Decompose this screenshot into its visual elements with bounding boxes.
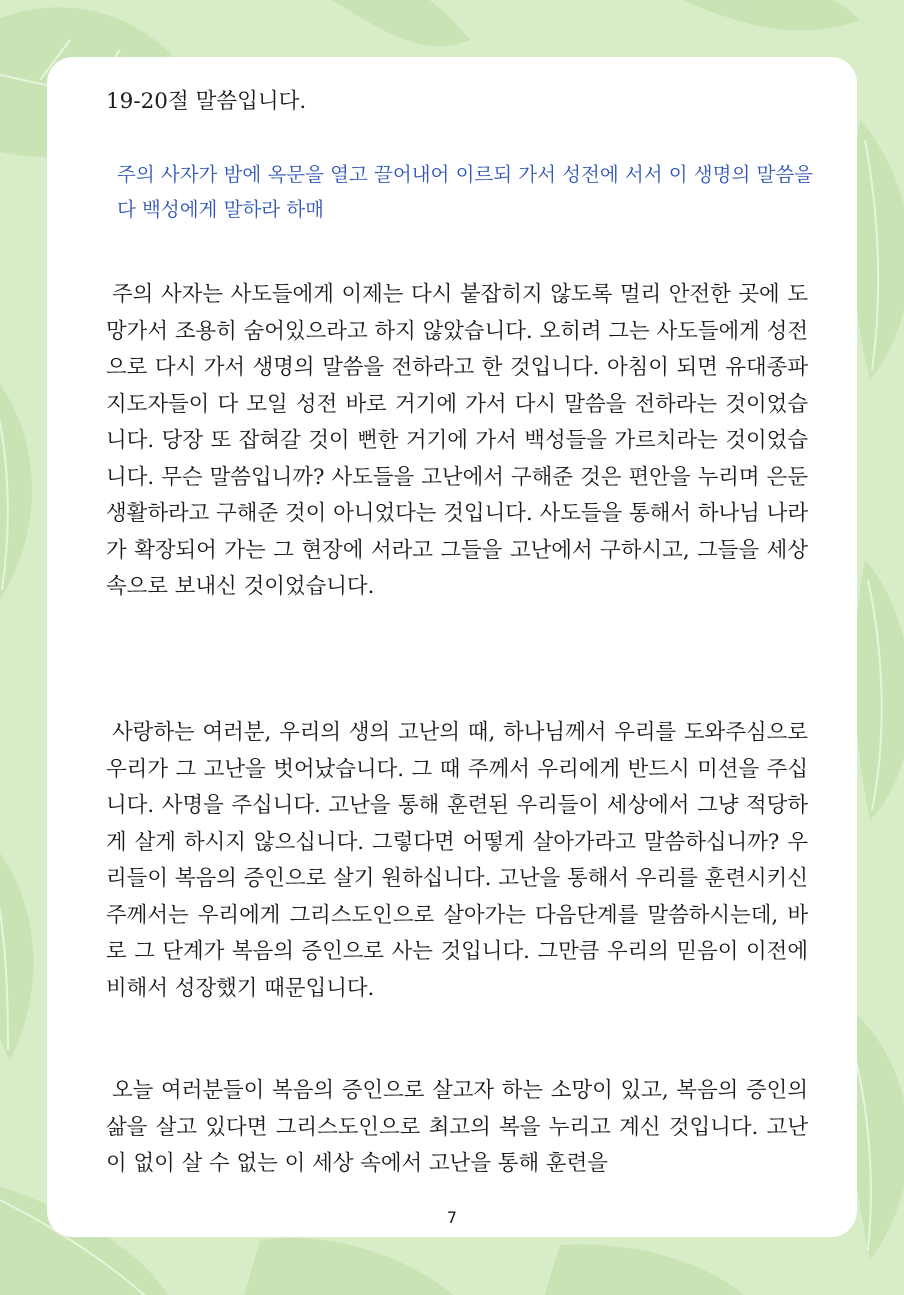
leaf-shape (620, 0, 860, 30)
page-card (47, 57, 857, 1237)
leaf-shape (0, 820, 33, 1060)
leaf-shape (300, 0, 470, 46)
body-paragraph: 오늘 여러분들이 복음의 증인으로 살고자 하는 소망이 있고, 복음의 증인의 삶을 살고 있다면 그리스도인으로 최고의 복을 누리고 계신 것입니다. 고난이 없이 살 수 없는 이 세상 속에서 고난을 통해 훈련을 (106, 1078, 808, 1176)
body-paragraph: 주의 사자는 사도들에게 이제는 다시 붙잡히지 않도록 멀리 안전한 곳에 도망가서 조용히 숨어있으라고 하지 않았습니다. 오히려 그는 사도들에게 성전으로 다시 가서 생명의 말씀을 전하라고 한 것입니다. 아침이 되면 유대종파지도자들이 다 모일 성전 바로 거기에 가서 다시 말씀을 전하라는 것이었습니다. 당장 또 잡혀갈 것이 뻔한 거기에 가서 백성들을 가르치라는 것이었습니다. 무슨 말씀입니까? 사도들을 고난에서 구해준 것은 편안을 누리며 은둔 생활하라고 구해준 것이 아니었다는 것입니다. 사도들을 통해서 하나님 나라가 확장되어 가는 그 현장에 서라고 그들을 고난에서 구하시고, 그들을 세상 속으로 보내신 것이었습니다. (106, 282, 808, 599)
body-paragraph: 사랑하는 여러분, 우리의 생의 고난의 때, 하나님께서 우리를 도와주심으로 우리가 그 고난을 벗어났습니다. 그 때 주께서 우리에게 반드시 미션을 주십니다. 사명을 주십니다. 고난을 통해 훈련된 우리들이 세상에서 그냥 적당하게 살게 하시지 않으십니다. 그렇다면 어떻게 살아가라고 말씀하십니까? 우리들이 복음의 증인으로 살기 원하십니다. 고난을 통해서 우리를 훈련시키신 주께서는 우리에게 그리스도인으로 살아가는 다음단계를 말씀하시는데, 바로 그 단계가 복음의 증인으로 사는 것입니다. 그만큼 우리의 믿음이 이전에 비해서 성장했기 때문입니다. (106, 720, 808, 1001)
leaf-shape (240, 1238, 470, 1295)
scripture-quote: 주의 사자가 밤에 옥문을 열고 끌어내어 이르되 가서 성전에 서서 이 생명의 말씀을 다 백성에게 말하라 하매 (117, 163, 814, 221)
leaf-shape (854, 560, 904, 820)
leaf-shape (540, 1244, 760, 1295)
page-number: 7 (446, 1208, 458, 1227)
verse-reference: 19-20절 말씀입니다. (106, 89, 307, 114)
